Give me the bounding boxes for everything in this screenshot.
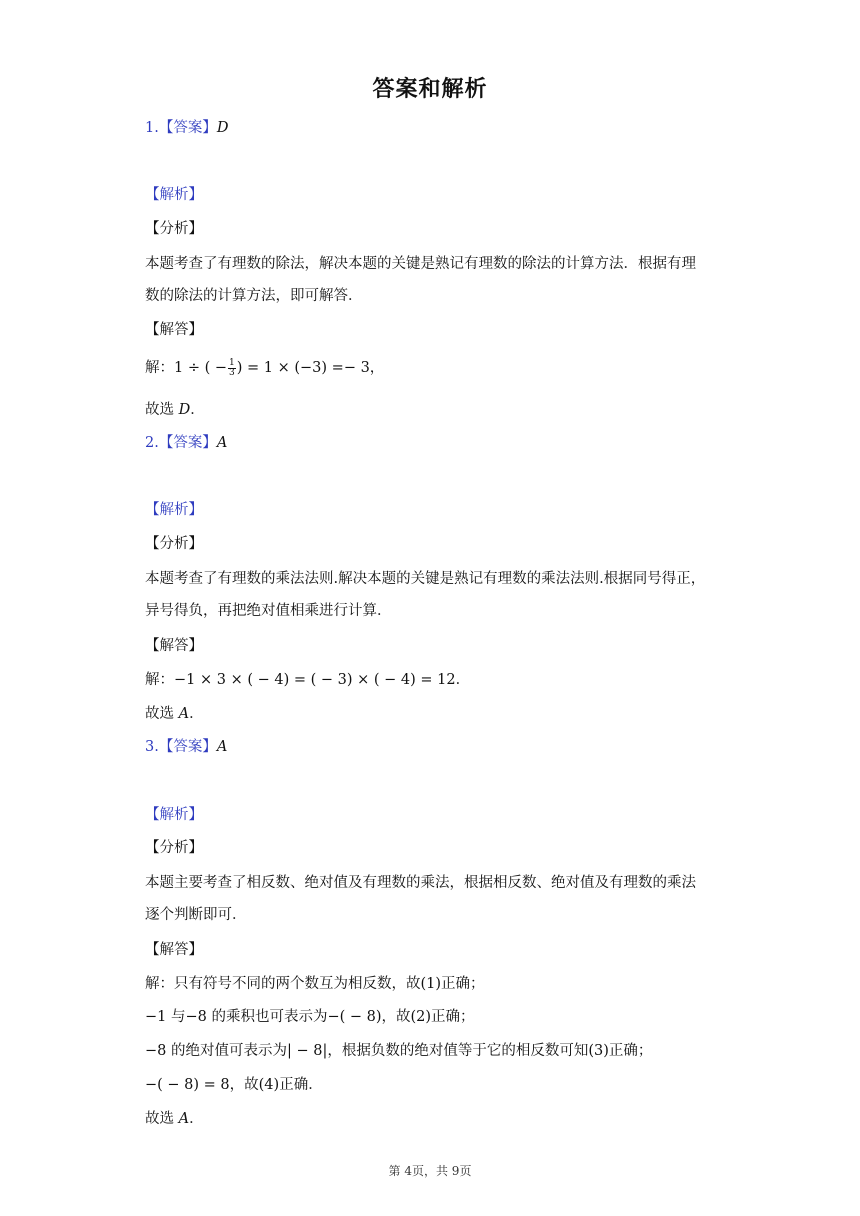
q2-analysis-line-1: 本题考查了有理数的乘法法则.解决本题的关键是熟记有理数的乘法法则.根据同号得正， [145, 571, 706, 587]
q1-analysis-line-1: 本题考查了有理数的除法，解决本题的关键是熟记有理数的除法的计算方法．根据有理 [145, 256, 696, 272]
q3-conclusion-prefix: 故选 [145, 1111, 179, 1127]
q2-conclusion-prefix: 故选 [145, 706, 179, 722]
q2-jiexi-heading: 【解析】 [145, 502, 203, 518]
q1-conclusion-choice: D [178, 402, 191, 418]
q2-conclusion-choice: A [178, 706, 190, 722]
q3-conclusion [145, 1109, 725, 1129]
q2-conclusion-suffix: ． [189, 706, 204, 722]
q3-jieda-heading: 【解答】 [145, 942, 203, 958]
q1-answer-value: D [216, 120, 229, 136]
q1-answer-label: 1.【答案】 [145, 120, 217, 136]
q2-answer-value: A [216, 435, 228, 451]
q3-conclusion-choice: A [178, 1111, 190, 1127]
q1-jieda-heading: 【解答】 [145, 322, 203, 338]
q3-answer [145, 737, 725, 757]
q3-analysis-line-1: 本题主要考查了相反数、绝对值及有理数的乘法，根据相反数、绝对值及有理数的乘法 [145, 875, 696, 891]
q1-jiexi-heading: 【解析】 [145, 187, 203, 203]
page-title: 答案和解析 [372, 77, 488, 102]
q3-analysis-line-2: 逐个判断即可． [145, 907, 247, 923]
q2-analysis-line-2: 异号得负，再把绝对值相乘进行计算． [145, 603, 392, 619]
q3-jiexi-heading: 【解析】 [145, 807, 203, 823]
q3-fenxi-heading: 【分析】 [145, 840, 203, 856]
q3-analysis [145, 867, 725, 931]
q3-solution-line-4: −( − 8) = 8，故(4)正确． [145, 1077, 323, 1093]
q2-answer-label: 2.【答案】 [145, 435, 217, 451]
q3-conclusion-suffix: ． [189, 1111, 204, 1127]
q2-solution: 解：−1 × 3 × ( − 4) = ( − 3) × ( − 4) = 12． [145, 672, 471, 688]
q3-solution-line-1: 解：只有符号不同的两个数互为相反数，故(1)正确； [145, 976, 485, 992]
q3-solution-line-3: −8 的绝对值可表示为| − 8|，根据负数的绝对值等于它的相反数可知(3)正确； [145, 1043, 653, 1059]
q3-answer-value: A [216, 739, 228, 755]
q1-fraction-denominator: 3 [229, 367, 235, 378]
q1-answer [145, 118, 725, 138]
q1-conclusion-prefix: 故选 [145, 402, 179, 418]
q1-conclusion-suffix: ． [190, 402, 205, 418]
q1-fraction-numerator: 1 [229, 357, 235, 368]
q2-conclusion [145, 704, 725, 724]
q3-solution-line-2: −1 与−8 的乘积也可表示为−( − 8)，故(2)正确； [145, 1009, 475, 1025]
q1-conclusion [145, 400, 725, 420]
q1-fenxi-heading: 【分析】 [145, 221, 203, 237]
q1-solution-suffix: ) = 1 × (−3) =− 3， [236, 360, 385, 376]
q1-fraction [228, 359, 236, 378]
q2-jieda-heading: 【解答】 [145, 638, 203, 654]
page-footer: 第 4页，共 9页 [388, 1164, 472, 1178]
q3-answer-label: 3.【答案】 [145, 739, 217, 755]
q2-answer [145, 433, 725, 453]
q2-fenxi-heading: 【分析】 [145, 536, 203, 552]
q1-analysis [145, 248, 725, 312]
q2-analysis [145, 563, 725, 627]
q1-solution [145, 358, 725, 378]
q1-solution-prefix: 解：1 ÷ ( − [145, 360, 228, 376]
q1-analysis-line-2: 数的除法的计算方法，即可解答． [145, 288, 363, 304]
